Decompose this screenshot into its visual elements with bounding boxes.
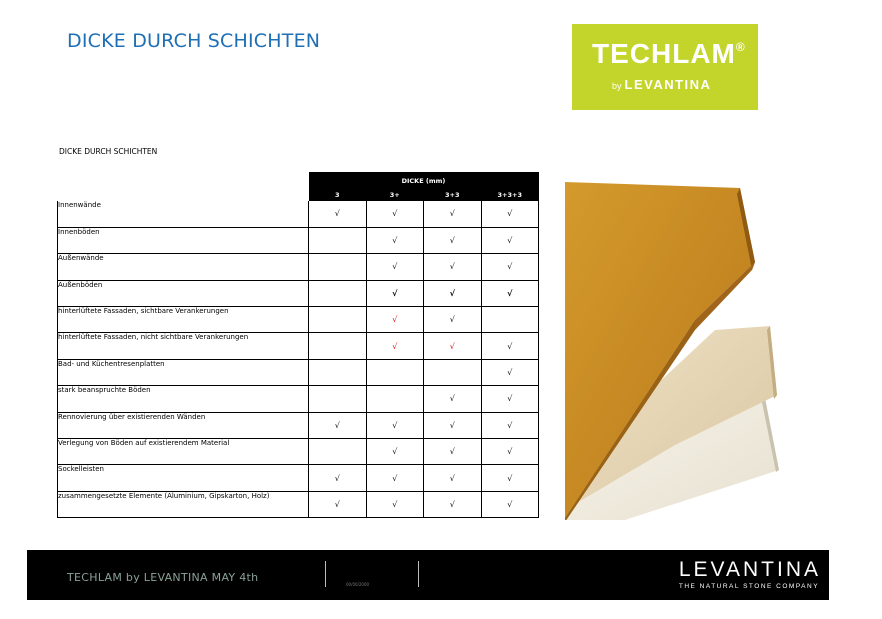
check-cell (424, 359, 482, 385)
check-cell: √ (481, 254, 539, 280)
row-label: Innenböden (58, 227, 309, 253)
check-cell: √ (481, 359, 539, 385)
check-cell: √ (481, 201, 539, 227)
check-cell: √ (481, 333, 539, 359)
check-cell: √ (366, 254, 424, 280)
row-label: zusammengesetzte Elemente (Aluminium, Gipskarton, Holz) (58, 491, 309, 517)
check-cell (481, 307, 539, 333)
table-row (58, 465, 539, 491)
table-row (58, 280, 539, 306)
row-label: Rennovierung über existierenden Wänden (58, 412, 309, 438)
check-cell: √ (424, 386, 482, 412)
check-cell: √ (424, 465, 482, 491)
check-cell: √ (366, 439, 424, 465)
footer-divider (418, 561, 419, 587)
table-row (58, 307, 539, 333)
row-label: stark beanspruchte Böden (58, 386, 309, 412)
row-label: Sockelleisten (58, 465, 309, 491)
check-cell: √ (481, 439, 539, 465)
check-cell: √ (481, 465, 539, 491)
techlam-logo (572, 24, 758, 110)
row-label: Innenwände (58, 201, 309, 227)
check-cell: √ (366, 227, 424, 253)
column-header: 3+3 (424, 189, 482, 201)
levantina-wordmark: LEVANTINA (678, 558, 821, 581)
check-cell: √ (309, 412, 367, 438)
row-label: Verlegung von Böden auf existierendem Material (58, 439, 309, 465)
footer-date: 00/00/2000 (346, 582, 370, 587)
check-cell (309, 280, 367, 306)
table-row (58, 333, 539, 359)
check-cell: √ (424, 254, 482, 280)
check-cell: √ (366, 280, 424, 306)
check-cell: √ (481, 280, 539, 306)
thickness-table (57, 172, 539, 518)
table-row (58, 359, 539, 385)
check-cell (309, 386, 367, 412)
row-label: Bad- und Küchentresenplatten (58, 359, 309, 385)
check-cell: √ (309, 465, 367, 491)
check-cell: √ (424, 491, 482, 517)
check-cell: √ (424, 280, 482, 306)
check-cell (309, 254, 367, 280)
column-header: 3+ (366, 189, 424, 201)
table-row (58, 227, 539, 253)
check-cell: √ (424, 227, 482, 253)
footer-bar (27, 550, 829, 600)
table-row (58, 412, 539, 438)
check-cell: √ (366, 201, 424, 227)
table-row (58, 201, 539, 227)
check-cell: √ (424, 201, 482, 227)
row-label: hinterlüftete Fassaden, nicht sichtbare Verankerungen (58, 333, 309, 359)
check-cell: √ (424, 439, 482, 465)
footer-divider (325, 561, 326, 587)
check-cell: √ (309, 491, 367, 517)
row-label: Außenböden (58, 280, 309, 306)
check-cell (309, 359, 367, 385)
check-cell: √ (366, 333, 424, 359)
stacked-panels-image (565, 170, 785, 520)
logo-subline: by LEVANTINA (612, 77, 712, 92)
table-caption: DICKE DURCH SCHICHTEN (59, 147, 158, 156)
table-row (58, 254, 539, 280)
levantina-logo (679, 558, 821, 590)
check-cell: √ (481, 386, 539, 412)
thickness-group-header: DICKE (mm) (309, 172, 539, 189)
check-cell: √ (366, 412, 424, 438)
table-row (58, 439, 539, 465)
column-header: 3+3+3 (481, 189, 539, 201)
row-label: hinterlüftete Fassaden, sichtbare Verankerungen (58, 307, 309, 333)
check-cell (309, 307, 367, 333)
check-cell (309, 439, 367, 465)
check-cell: √ (366, 465, 424, 491)
check-cell: √ (424, 412, 482, 438)
page-title: DICKE DURCH SCHICHTEN (67, 30, 321, 52)
column-header: 3 (309, 189, 367, 201)
table-body (58, 201, 539, 518)
check-cell (366, 386, 424, 412)
check-cell: √ (366, 307, 424, 333)
check-cell: √ (481, 491, 539, 517)
check-cell: √ (309, 201, 367, 227)
header-spacer (58, 172, 309, 201)
table-row (58, 491, 539, 517)
check-cell: √ (481, 227, 539, 253)
check-cell: √ (481, 412, 539, 438)
check-cell (366, 359, 424, 385)
footer-title: TECHLAM by LEVANTINA MAY 4th (67, 571, 259, 584)
levantina-tagline: THE NATURAL STONE COMPANY (678, 583, 820, 590)
table-row (58, 386, 539, 412)
logo-wordmark: TECHLAM® (592, 38, 746, 69)
check-cell (309, 227, 367, 253)
check-cell: √ (424, 333, 482, 359)
check-cell: √ (424, 307, 482, 333)
row-label: Außenwände (58, 254, 309, 280)
check-cell (309, 333, 367, 359)
check-cell: √ (366, 491, 424, 517)
